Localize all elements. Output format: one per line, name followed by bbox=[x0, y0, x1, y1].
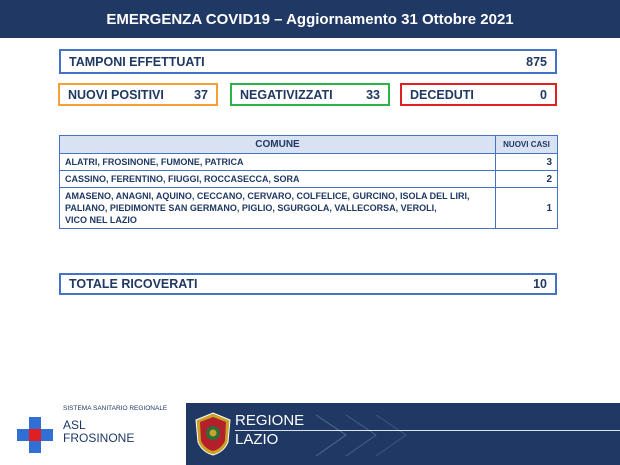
page-title: EMERGENZA COVID19 – Aggiornamento 31 Ottobre 2021 bbox=[106, 10, 514, 28]
nuovi-positivi-value: 37 bbox=[194, 87, 208, 102]
comuni-line: AMASENO, ANAGNI, AQUINO, CECCANO, CERVARO, COLFELICE, GURCINO, ISOLA DEL LIRI, bbox=[65, 191, 470, 201]
asl-name-line2: FROSINONE bbox=[63, 431, 135, 445]
negativizzati-box bbox=[230, 83, 390, 106]
regione-lazio-banner bbox=[186, 403, 620, 465]
nuovi-casi-cell: 2 bbox=[496, 171, 558, 188]
table-row bbox=[60, 154, 558, 171]
ricoverati-value: 10 bbox=[533, 277, 547, 291]
nuovi-positivi-box bbox=[58, 83, 218, 106]
medical-cross-icon bbox=[17, 417, 53, 453]
table-row bbox=[60, 171, 558, 188]
column-header-nuovi-casi: NUOVI CASI bbox=[496, 136, 558, 154]
comuni-cell: ALATRI, FROSINONE, FUMONE, PATRICA bbox=[60, 154, 496, 171]
nuovi-positivi-label: NUOVI POSITIVI bbox=[68, 87, 164, 102]
asl-logo bbox=[15, 405, 175, 455]
deceduti-label: DECEDUTI bbox=[410, 87, 474, 102]
comuni-cell bbox=[60, 188, 496, 229]
asl-subtitle: SISTEMA SANITARIO REGIONALE bbox=[63, 405, 168, 412]
ricoverati-box bbox=[59, 273, 557, 295]
ricoverati-label: TOTALE RICOVERATI bbox=[69, 277, 198, 291]
table-header-row bbox=[60, 136, 558, 154]
comuni-line: VICO NEL LAZIO bbox=[65, 215, 137, 225]
negativizzati-value: 33 bbox=[366, 87, 380, 102]
table-row bbox=[60, 188, 558, 229]
page-header bbox=[0, 0, 620, 38]
regione-emblem-icon bbox=[194, 412, 232, 456]
tamponi-value: 875 bbox=[526, 54, 547, 69]
tamponi-box bbox=[59, 49, 557, 74]
asl-name bbox=[63, 419, 134, 445]
banner-decoration bbox=[306, 413, 620, 458]
column-header-comune: COMUNE bbox=[60, 136, 496, 154]
regione-line1: REGIONE bbox=[235, 412, 305, 429]
regione-line2: LAZIO bbox=[235, 431, 279, 448]
comuni-table bbox=[59, 135, 558, 229]
nuovi-casi-cell: 1 bbox=[496, 188, 558, 229]
deceduti-box bbox=[400, 83, 557, 106]
tamponi-label: TAMPONI EFFETTUATI bbox=[69, 54, 205, 69]
comuni-cell: CASSINO, FERENTINO, FIUGGI, ROCCASECCA, SORA bbox=[60, 171, 496, 188]
asl-name-line1: ASL bbox=[63, 418, 86, 432]
comuni-line: PALIANO, PIEDIMONTE SAN GERMANO, PIGLIO, SGURGOLA, VALLECORSA, VEROLI, bbox=[65, 203, 437, 213]
deceduti-value: 0 bbox=[540, 87, 547, 102]
nuovi-casi-cell: 3 bbox=[496, 154, 558, 171]
negativizzati-label: NEGATIVIZZATI bbox=[240, 87, 333, 102]
